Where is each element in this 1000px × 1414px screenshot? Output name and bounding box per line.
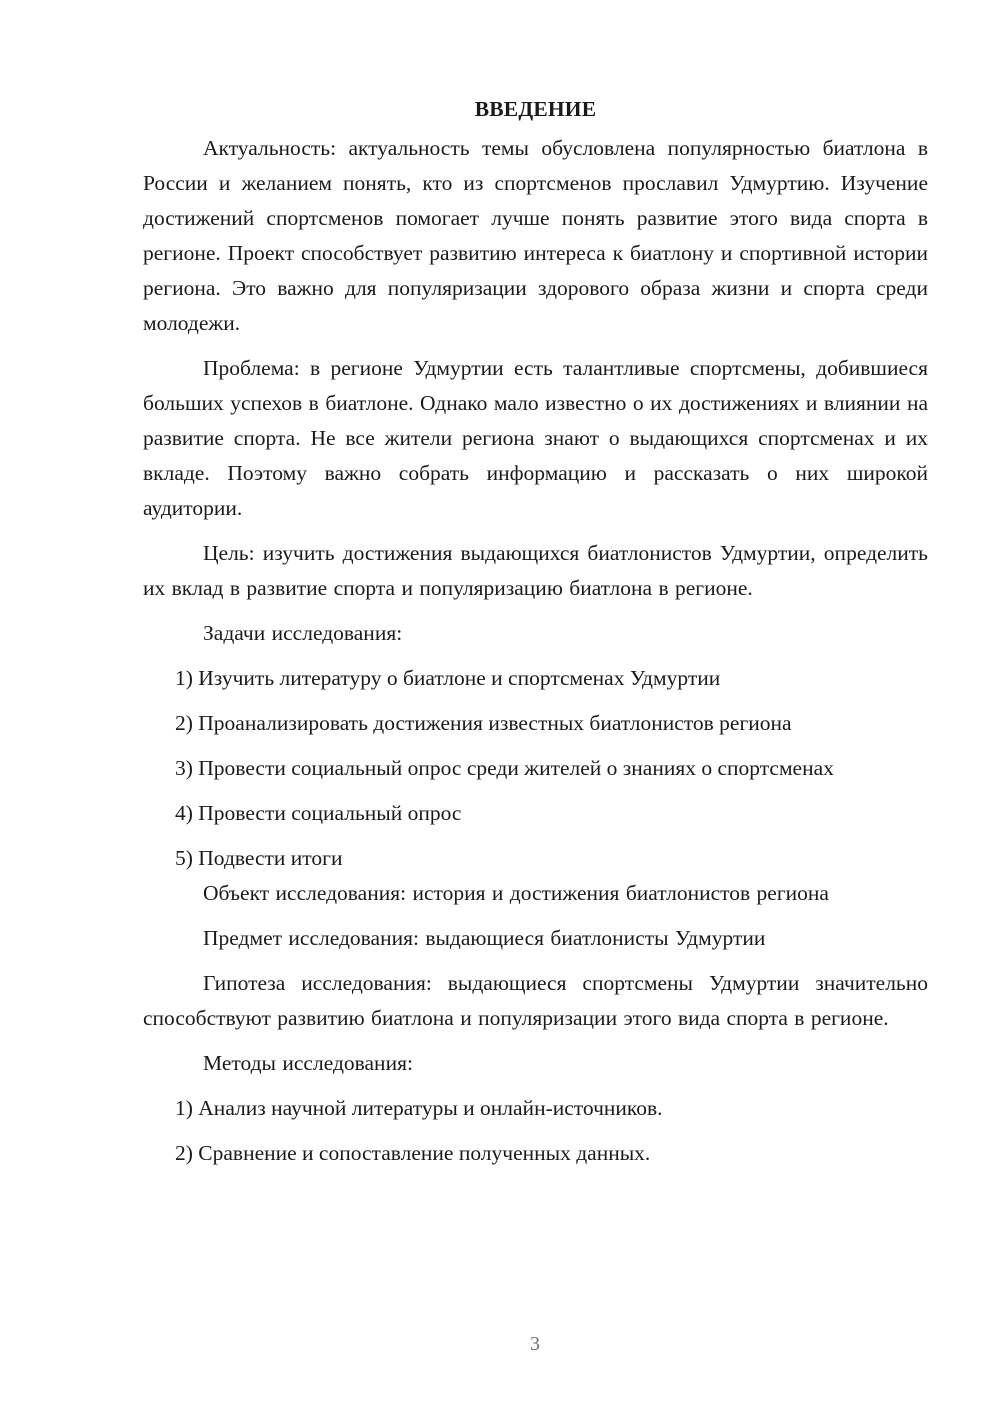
method-item: 1) Анализ научной литературы и онлайн-источников. [175,1096,663,1120]
goal-paragraph: Цель: изучить достижения выдающихся биатлонистов Удмуртии, определить их вклад в развитие спорта и популяризацию биатлона в регионе. [143,541,928,600]
task-item: 2) Проанализировать достижения известных биатлонистов региона [175,711,792,735]
tasks-heading: Задачи исследования: [203,621,403,645]
task-item: 4) Провести социальный опрос [175,801,462,825]
task-item: 5) Подвести итоги [175,846,343,870]
page-title: ВВЕДЕНИЕ [474,97,597,121]
task-item: 3) Провести социальный опрос среди жителей о знаниях о спортсменах [175,756,834,780]
method-item: 2) Сравнение и сопоставление полученных данных. [175,1141,651,1165]
task-item: 1) Изучить литературу о биатлоне и спортсменах Удмуртии [175,666,721,690]
problem-paragraph: Проблема: в регионе Удмуртии есть талантливые спортсмены, добившиеся больших успехов в биатлоне. Однако мало известно о их достижениях и влиянии на развитие спорта. Не все жители региона знают о выдающихся спортсменах и их вкладе. Поэтому важно собрать информацию и рассказать о них широкой аудитории. [143,356,928,520]
methods-heading: Методы исследования: [203,1051,413,1075]
subject-paragraph: Предмет исследования: выдающиеся биатлонисты Удмуртии [203,926,766,950]
hypothesis-paragraph: Гипотеза исследования: выдающиеся спортсмены Удмуртии значительно способствуют развитию биатлона и популяризации этого вида спорта в регионе. [143,971,928,1030]
object-paragraph: Объект исследования: история и достижения биатлонистов региона [203,881,829,905]
document-page [143,92,928,1181]
relevance-paragraph: Актуальность: актуальность темы обусловлена популярностью биатлона в России и желанием понять, кто из спортсменов прославил Удмуртию. Изучение достижений спортсменов помогает лучше понять развитие этого вида спорта в регионе. Проект способствует развитию интереса к биатлону и спортивной истории региона. Это важно для популяризации здорового образа жизни и спорта среди молодежи. [143,136,928,335]
page-number: 3 [530,1333,540,1355]
